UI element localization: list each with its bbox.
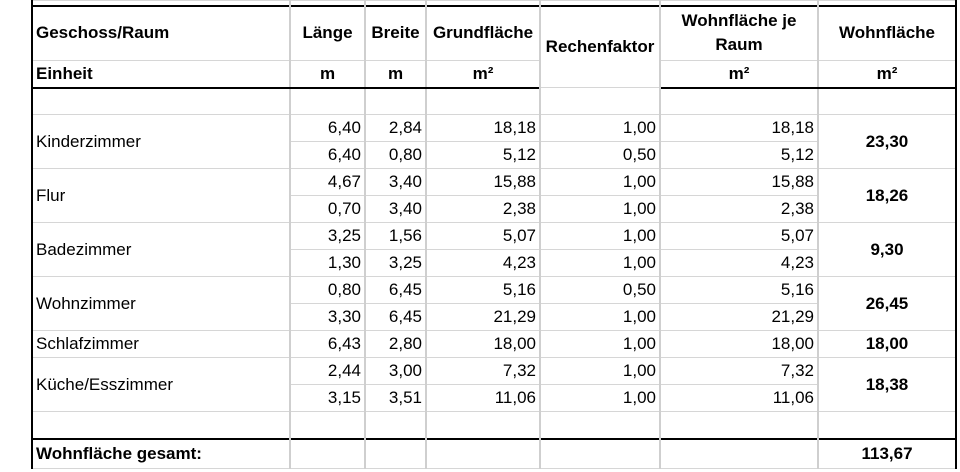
header-row xyxy=(32,6,956,61)
cell-grundflaeche: 5,07 xyxy=(426,223,540,250)
room-name: Schlafzimmer xyxy=(32,331,290,358)
cell-wohnflaeche-je-raum: 5,12 xyxy=(660,142,818,169)
room-total: 18,00 xyxy=(818,331,956,358)
cell-rechenfaktor: 0,50 xyxy=(540,277,660,304)
header-wohnflaeche: Wohnfläche xyxy=(818,6,956,61)
cell-grundflaeche: 7,32 xyxy=(426,358,540,385)
cell-wohnflaeche-je-raum: 11,06 xyxy=(660,385,818,412)
spreadsheet xyxy=(31,0,955,472)
cell-rechenfaktor: 1,00 xyxy=(540,358,660,385)
cell-wohnflaeche-je-raum: 18,18 xyxy=(660,115,818,142)
cell-grundflaeche: 5,16 xyxy=(426,277,540,304)
unit-grundflaeche: m² xyxy=(426,61,540,88)
cell-breite: 2,80 xyxy=(365,331,426,358)
cell-breite: 3,51 xyxy=(365,385,426,412)
room-row xyxy=(32,277,956,304)
cell-breite: 6,45 xyxy=(365,304,426,331)
cell-grundflaeche: 21,29 xyxy=(426,304,540,331)
room-name: Flur xyxy=(32,169,290,223)
cell-grundflaeche: 11,06 xyxy=(426,385,540,412)
cell-wohnflaeche-je-raum: 7,32 xyxy=(660,358,818,385)
room-name: Wohnzimmer xyxy=(32,277,290,331)
room-name: Küche/Esszimmer xyxy=(32,358,290,412)
cell-breite: 3,40 xyxy=(365,196,426,223)
cell-wohnflaeche-je-raum: 21,29 xyxy=(660,304,818,331)
cell-breite: 0,80 xyxy=(365,142,426,169)
room-row xyxy=(32,169,956,196)
cell-grundflaeche: 15,88 xyxy=(426,169,540,196)
total-row xyxy=(32,439,956,469)
cell-rechenfaktor: 0,50 xyxy=(540,142,660,169)
cell-wohnflaeche-je-raum: 15,88 xyxy=(660,169,818,196)
cell-breite: 3,00 xyxy=(365,358,426,385)
unit-laenge: m xyxy=(290,61,365,88)
cell-rechenfaktor: 1,00 xyxy=(540,331,660,358)
room-total: 23,30 xyxy=(818,115,956,169)
cell-wohnflaeche-je-raum: 5,07 xyxy=(660,223,818,250)
cell-rechenfaktor: 1,00 xyxy=(540,115,660,142)
room-row xyxy=(32,223,956,250)
cell-laenge: 0,80 xyxy=(290,277,365,304)
room-name: Kinderzimmer xyxy=(32,115,290,169)
room-row xyxy=(32,115,956,142)
cell-breite: 3,25 xyxy=(365,250,426,277)
cell-breite: 6,45 xyxy=(365,277,426,304)
total-value: 113,67 xyxy=(818,439,956,469)
room-total: 26,45 xyxy=(818,277,956,331)
header-wohnflaeche-je-raum xyxy=(660,6,818,61)
cell-laenge: 1,30 xyxy=(290,250,365,277)
unit-wohnflaeche: m² xyxy=(818,61,956,88)
cell-grundflaeche: 4,23 xyxy=(426,250,540,277)
cell-grundflaeche: 5,12 xyxy=(426,142,540,169)
unit-breite: m xyxy=(365,61,426,88)
cell-laenge: 2,44 xyxy=(290,358,365,385)
cell-rechenfaktor: 1,00 xyxy=(540,223,660,250)
cell-wohnflaeche-je-raum: 18,00 xyxy=(660,331,818,358)
rooms-body xyxy=(32,115,956,412)
total-label: Wohnfläche gesamt: xyxy=(32,439,290,469)
units-label: Einheit xyxy=(32,61,290,88)
cell-grundflaeche: 18,00 xyxy=(426,331,540,358)
cell-wohnflaeche-je-raum: 2,38 xyxy=(660,196,818,223)
header-wohnflaeche-je-raum-line2: Raum xyxy=(715,35,763,55)
cell-breite: 1,56 xyxy=(365,223,426,250)
room-name: Badezimmer xyxy=(32,223,290,277)
cell-laenge: 6,40 xyxy=(290,142,365,169)
cell-rechenfaktor: 1,00 xyxy=(540,385,660,412)
cell-wohnflaeche-je-raum: 4,23 xyxy=(660,250,818,277)
header-rechenfaktor: Rechenfaktor xyxy=(540,6,660,88)
cell-rechenfaktor: 1,00 xyxy=(540,169,660,196)
area-table xyxy=(31,0,957,469)
cell-rechenfaktor: 1,00 xyxy=(540,250,660,277)
blank-row xyxy=(32,412,956,439)
cell-breite: 3,40 xyxy=(365,169,426,196)
cell-breite: 2,84 xyxy=(365,115,426,142)
cell-laenge: 4,67 xyxy=(290,169,365,196)
units-row xyxy=(32,61,956,88)
cell-laenge: 0,70 xyxy=(290,196,365,223)
room-row xyxy=(32,358,956,385)
cell-laenge: 6,43 xyxy=(290,331,365,358)
cell-laenge: 3,25 xyxy=(290,223,365,250)
cell-grundflaeche: 2,38 xyxy=(426,196,540,223)
header-grundflaeche: Grundfläche xyxy=(426,6,540,61)
header-wohnflaeche-je-raum-line1: Wohnfläche je xyxy=(681,11,797,31)
blank-row xyxy=(32,88,956,115)
room-total: 18,26 xyxy=(818,169,956,223)
header-geschoss-raum: Geschoss/Raum xyxy=(32,6,290,61)
cell-wohnflaeche-je-raum: 5,16 xyxy=(660,277,818,304)
header-laenge: Länge xyxy=(290,6,365,61)
room-row xyxy=(32,331,956,358)
cell-grundflaeche: 18,18 xyxy=(426,115,540,142)
room-total: 9,30 xyxy=(818,223,956,277)
header-breite: Breite xyxy=(365,6,426,61)
cell-laenge: 6,40 xyxy=(290,115,365,142)
unit-wohnflaeche-je-raum: m² xyxy=(660,61,818,88)
cell-rechenfaktor: 1,00 xyxy=(540,196,660,223)
cell-rechenfaktor: 1,00 xyxy=(540,304,660,331)
room-total: 18,38 xyxy=(818,358,956,412)
cell-laenge: 3,30 xyxy=(290,304,365,331)
cell-laenge: 3,15 xyxy=(290,385,365,412)
